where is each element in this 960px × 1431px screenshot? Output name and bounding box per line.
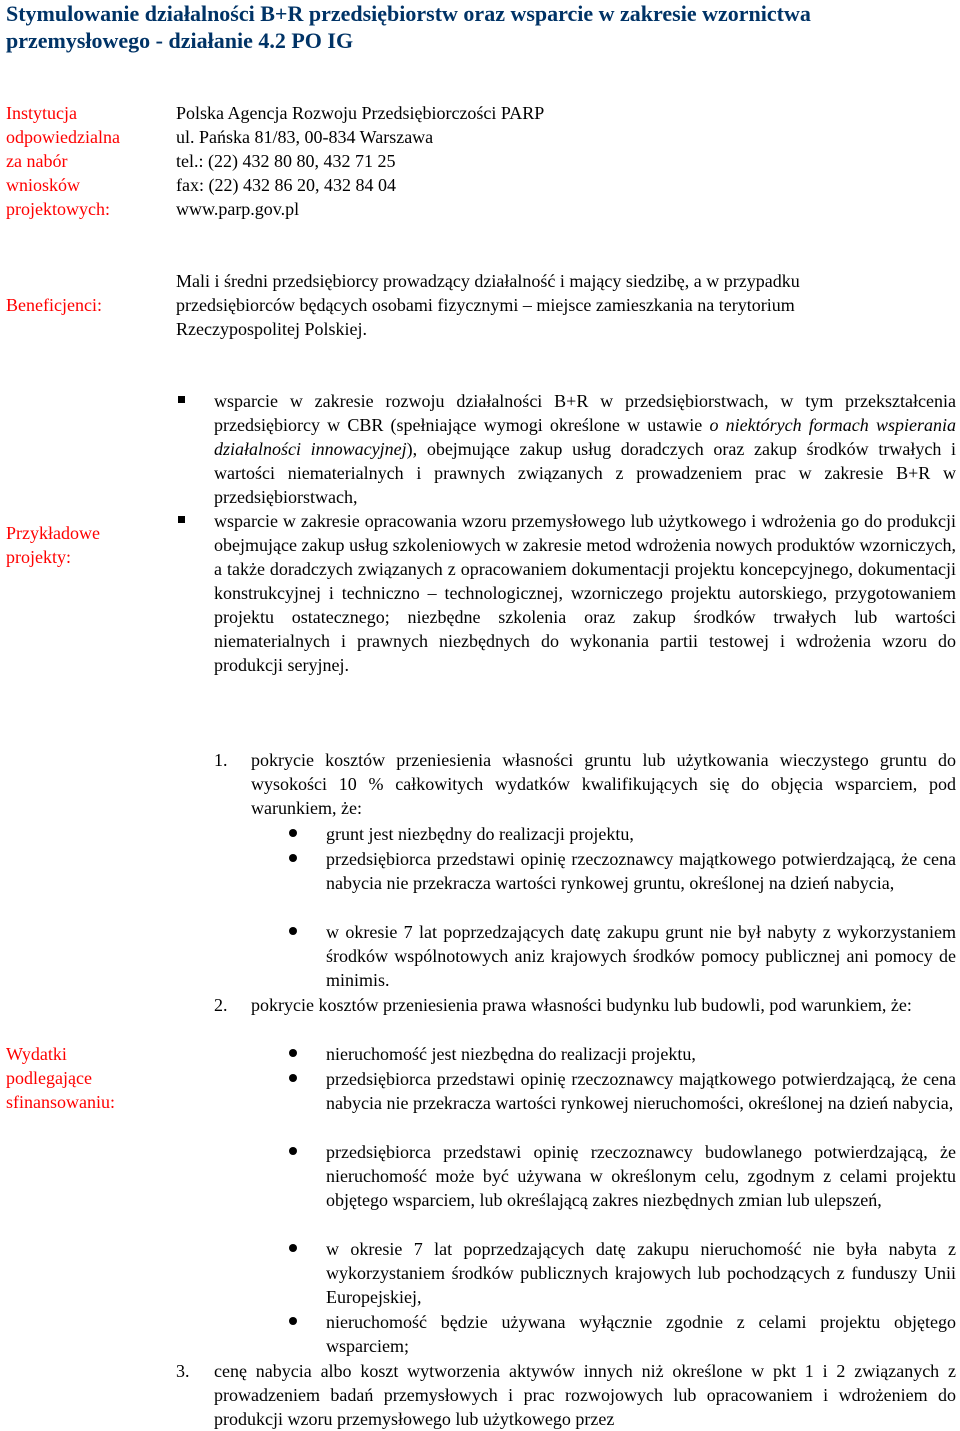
expense-subitem-text: w okresie 7 lat poprzedzających datę zakupu nieruchomość nie była nabyta z wykorzystaniem środków publicznych krajowych lub pochodzących z funduszy Unii Europejskiej, — [326, 1239, 956, 1307]
institution-fax: fax: (22) 432 86 20, 432 84 04 — [176, 175, 396, 195]
page-title-line-1: Stymulowanie działalności B+R przedsiębiorstw oraz wsparcie w zakresie wzornictwa — [6, 1, 811, 26]
expense-subitem — [289, 822, 956, 846]
expense-item-text: cenę nabycia albo koszt wytworzenia aktywów innych niż określone w pkt 1 i 2 związanych z prowadzeniem badań przemysłowych i prac rozwojowych lub opracowaniem i wdrożeniem do produkcji wzoru przemysłowego lub użytkowego przez — [214, 1361, 956, 1429]
example-project-item — [176, 509, 956, 677]
institution-label-line: wniosków — [6, 175, 81, 195]
example-project-text — [214, 389, 956, 509]
expense-item-text: pokrycie kosztów przeniesienia prawa własności budynku lub budowli, pod warunkiem, że: — [251, 995, 912, 1015]
item-number: 1. — [214, 750, 228, 770]
square-bullet-icon — [178, 396, 185, 403]
expense-item — [214, 748, 956, 820]
expense-subitem — [289, 1237, 956, 1309]
expense-subitem-text: przedsiębiorca przedstawi opinię rzeczoznawcy majątkowego potwierdzającą, że cena nabycia nie przekracza wartości rynkowej gruntu, określonej na dzień nabycia, — [326, 849, 956, 893]
expense-subitem — [289, 847, 956, 895]
text-run-italic: o niektórych formach wspierania działalności innowacyjnej — [214, 415, 956, 459]
item-number: 3. — [176, 1361, 190, 1381]
beneficiaries-text: Mali i średni przedsiębiorcy prowadzący działalność i mający siedzibę, a w przypadku przedsiębiorców będących osobami fizycznymi – miejsce zamieszkania na terytorium Rzeczypospolitej Polskiej. — [176, 271, 800, 339]
expense-item — [176, 1359, 956, 1431]
institution-website: www.parp.gov.pl — [176, 199, 300, 219]
expenses-label-line: podlegające — [6, 1068, 92, 1088]
round-bullet-icon — [289, 854, 297, 862]
institution-address: ul. Pańska 81/83, 00-834 Warszawa — [176, 127, 434, 147]
expense-subitem — [289, 1067, 956, 1115]
expense-subitem-text: przedsiębiorca przedstawi opinię rzeczoznawcy majątkowego potwierdzającą, że cena nabycia nie przekracza wartości rynkowej nieruchomości, określonej na dzień nabycia, — [326, 1069, 956, 1113]
round-bullet-icon — [289, 1049, 297, 1057]
expense-subitem-text: grunt jest niezbędny do realizacji projektu, — [326, 824, 634, 844]
round-bullet-icon — [289, 829, 297, 837]
round-bullet-icon — [289, 927, 297, 935]
item-number: 2. — [214, 995, 228, 1015]
expense-subitem — [289, 1042, 956, 1066]
expense-subitem — [289, 1140, 956, 1212]
institution-label-line: projektowych: — [6, 199, 110, 219]
institution-label-line: odpowiedzialna — [6, 127, 120, 147]
expense-subitem — [289, 1310, 956, 1358]
institution-label-line: Instytucja — [6, 103, 77, 123]
round-bullet-icon — [289, 1317, 297, 1325]
institution-phone: tel.: (22) 432 80 80, 432 71 25 — [176, 151, 396, 171]
example-projects-label-line: Przykładowe — [6, 523, 100, 543]
expenses-label-line: sfinansowaniu: — [6, 1092, 115, 1112]
expense-subitem-text: nieruchomość będzie używana wyłącznie zgodnie z celami projektu objętego wsparciem; — [326, 1312, 956, 1356]
expense-item-text: pokrycie kosztów przeniesienia własności gruntu lub użytkowania wieczystego gruntu do wysokości 10 % całkowitych wydatków kwalifikujących się do objęcia wsparciem, pod warunkiem, że: — [251, 750, 956, 818]
expenses-label-line: Wydatki — [6, 1044, 67, 1064]
text-run: wsparcie w zakresie rozwoju działalności B+R w przedsiębiorstwach, w tym przekształcenia przedsiębiorcy w CBR (spełniające wymogi określone w ustawie — [214, 391, 956, 435]
institution-details — [176, 101, 544, 221]
example-project-item — [176, 389, 956, 509]
institution-label — [6, 101, 156, 221]
page-title — [6, 0, 946, 54]
beneficiaries-label: Beneficjenci: — [6, 295, 102, 315]
expense-subitem — [289, 920, 956, 992]
expense-subitem-text: nieruchomość jest niezbędna do realizacji projektu, — [326, 1044, 696, 1064]
example-projects-label — [6, 521, 156, 569]
expense-subitem-text: w okresie 7 lat poprzedzających datę zakupu grunt nie był nabyty z wykorzystaniem środków wspólnotowych aniz krajowych środków pomocy publicznej ani pomocy de minimis. — [326, 922, 956, 990]
institution-name: Polska Agencja Rozwoju Przedsiębiorczości PARP — [176, 103, 545, 123]
text-run: ), obejmujące zakup usług doradczych oraz zakup środków trwałych i wartości niematerialnych i prawnych związanych z prowadzeniem prac w zakresie B+R w przedsiębiorstwach, — [214, 439, 956, 507]
institution-label-line: za nabór — [6, 151, 68, 171]
round-bullet-icon — [289, 1147, 297, 1155]
example-projects-label-line: projekty: — [6, 547, 71, 567]
expense-subitem-text: przedsiębiorca przedstawi opinię rzeczoznawcy budowlanego potwierdzającą, że nieruchomość może być używana w określonym celu, zgodnym z celami projektu objętego wsparciem, lub określającą zakres niezbędnych zmian lub ulepszeń, — [326, 1142, 956, 1210]
page-title-line-2: przemysłowego - działanie 4.2 PO IG — [6, 28, 354, 53]
example-project-text: wsparcie w zakresie opracowania wzoru przemysłowego lub użytkowego i wdrożenia go do produkcji obejmujące zakup usług szkoleniowych w zakresie metod wdrożenia nowych produktów wzorniczych, a także doradczych związanych z opracowaniem dokumentacji projektu koncepcyjnego, dokumentacji konstrukcyjnej i techniczno – technologicznej, wzorniczego projektu autorskiego, przygotowaniem projektu ostatecznego; niezbędne szkolenia oraz zakup środków trwałych lub wartości niematerialnych i prawnych niezbędnych do wykonania partii testowej i wdrożenia wzoru do produkcji seryjnej. — [214, 511, 956, 675]
expense-item — [214, 993, 956, 1017]
round-bullet-icon — [289, 1074, 297, 1082]
round-bullet-icon — [289, 1244, 297, 1252]
square-bullet-icon — [178, 516, 185, 523]
expenses-label — [6, 1042, 156, 1114]
